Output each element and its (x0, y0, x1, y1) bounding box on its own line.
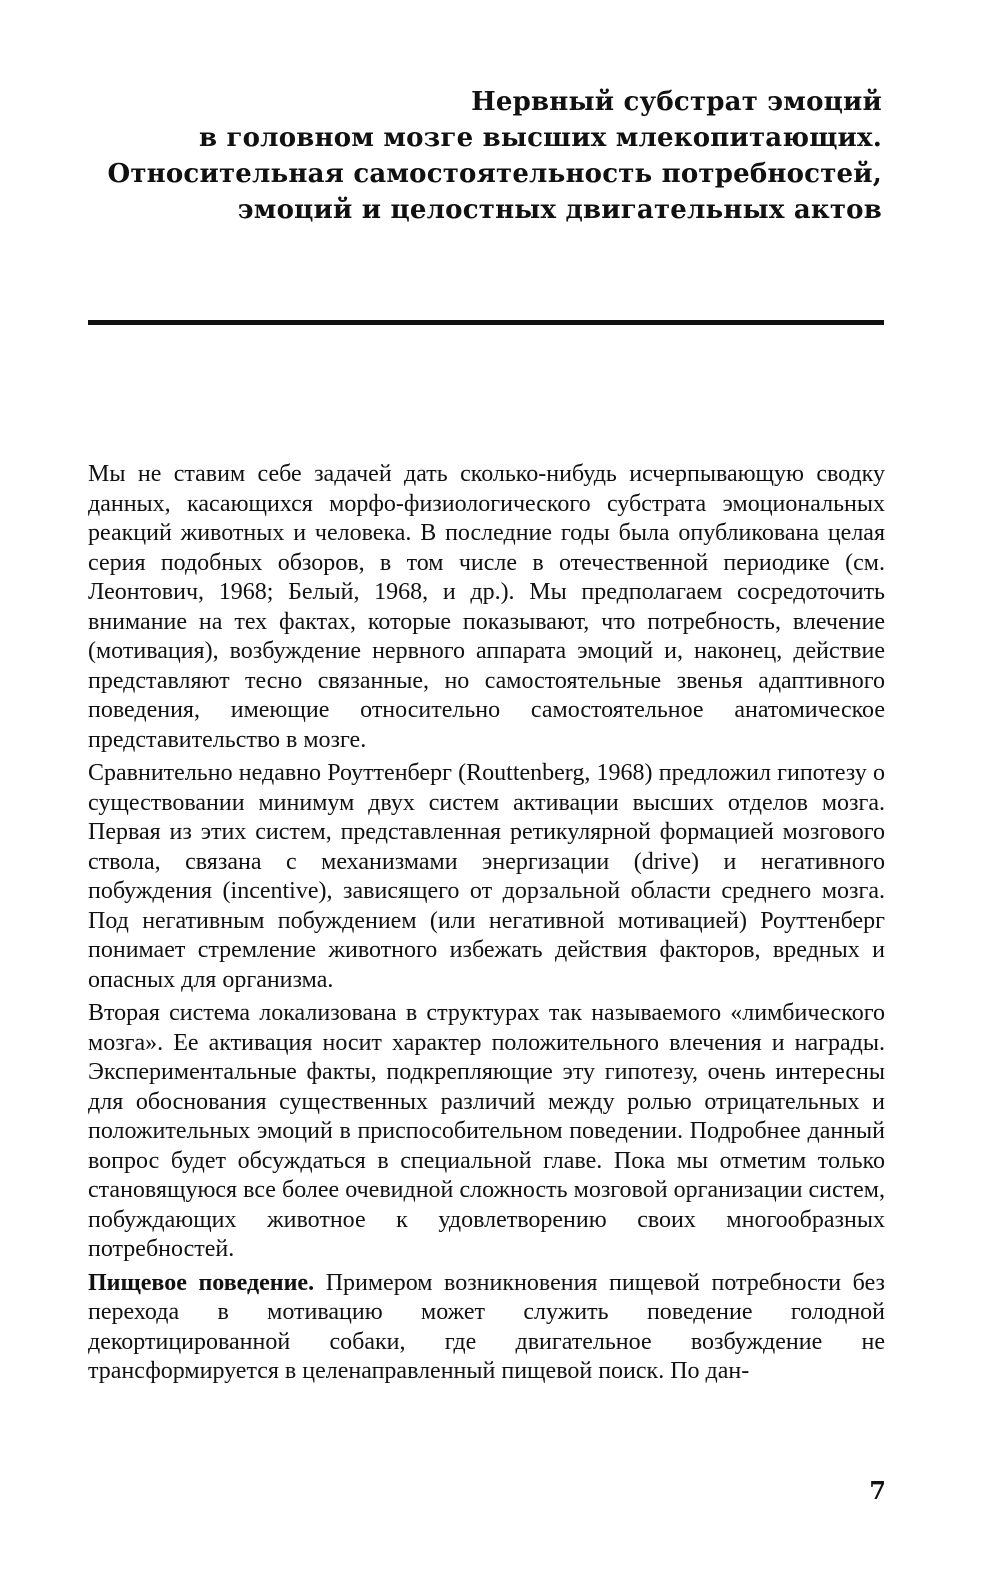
chapter-title (82, 84, 882, 228)
paragraph-4 (88, 1269, 885, 1387)
paragraph-3-text: Вторая система локализована в структурах так называемого «лимбического мозга». Ее активация носит характер положительного влечения и награды. Экспериментальные факты, подкрепляющие эту гипотезу, очень интересны для обоснования существенных различий между ролью отрицательных и положительных эмоций в приспособительном поведении. Подробнее данный вопрос будет обсуждаться в специальной главе. Пока мы отметим только становящуюся все более очевидной сложность мозговой организации систем, побуждающих животное к удовлетворению своих многообразных потребностей. (88, 1000, 885, 1262)
title-line-4: эмоций и целостных двигательных актов (237, 195, 882, 225)
body-text (88, 460, 885, 1391)
title-line-2: в головном мозге высших млекопитающих. (198, 123, 882, 153)
paragraph-1-text: Мы не ставим себе задачей дать сколько-нибудь исчерпывающую сводку данных, касающихся морфо-физиологического субстрата эмоциональных реакций животных и человека. В последние годы была опубликована целая серия подобных обзоров, в том числе в отечественной периодике (см. Леонтович, 1968; Белый, 1968, и др.). Мы предполагаем сосредоточить внимание на тех фактах, которые показывают, что потребность, влечение (мотивация), возбуждение нервного аппарата эмоций и, наконец, действие представляют тесно связанные, но самостоятельные звенья адаптивного поведения, имеющие относительно самостоятельное анатомическое представительство в мозге. (88, 461, 885, 753)
paragraph-4-text: Примером возникновения пищевой потребности без перехода в мотивацию может служить поведение голодной декортицированной собаки, где двигательное возбуждение не трансформируется в целенаправленный пищевой поиск. По дан- (88, 1269, 885, 1384)
paragraph-1 (88, 460, 885, 755)
title-divider-rule (88, 320, 884, 325)
page-number: 7 (869, 1476, 886, 1505)
paragraph-3 (88, 999, 885, 1265)
paragraph-2-text: Сравнительно недавно Роуттенберг (Routtenberg, 1968) предложил гипотезу о существовании минимум двух систем активации высших отделов мозга. Первая из этих систем, представленная ретикулярной формацией мозгового ствола, связана с механизмами энергизации (drive) и негативного побуждения (incentive), зависящего от дорзальной области среднего мозга. Под негативным побуждением (или негативной мотивацией) Роуттенберг понимает стремление животного избежать действия факторов, вредных и опасных для организма. (88, 760, 885, 993)
paragraph-4-runin-heading: Пищевое поведение. (88, 1269, 315, 1296)
paragraph-2 (88, 759, 885, 995)
title-line-3: Относительная самостоятельность потребностей, (107, 159, 882, 189)
title-line-1: Нервный субстрат эмоций (471, 87, 882, 117)
